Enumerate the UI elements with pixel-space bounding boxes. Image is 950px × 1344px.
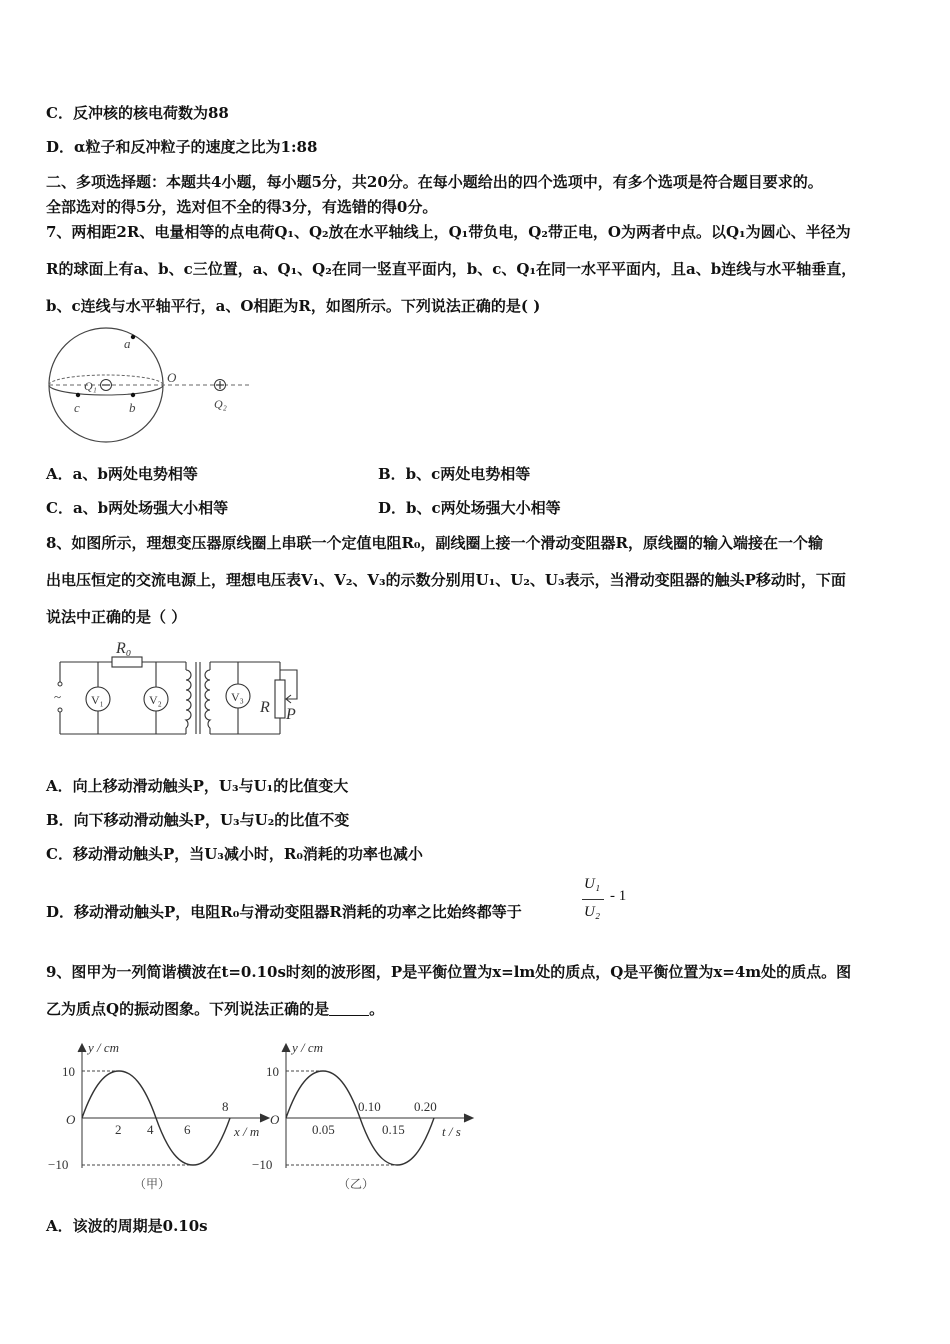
- y-axis-label: y / cm: [292, 1040, 324, 1055]
- q8-stem-line1: 8、如图所示，理想变压器原线圈上串联一个定值电阻R₀，副线圈上接一个滑动变阻器R，原线圈的输入端接在一个输: [46, 534, 823, 552]
- point-a: [131, 335, 135, 339]
- q9-option-a: A．该波的周期是0.10s: [46, 1217, 208, 1235]
- caption-jia: （甲）: [134, 1177, 171, 1191]
- r-label: R: [260, 699, 270, 716]
- primary-coil: [186, 670, 191, 728]
- q8-option-d: D．移动滑动触头P，电阻R₀与滑动变阻器R消耗的功率之比始终都等于: [46, 903, 522, 921]
- t-tick-005: 0.05: [312, 1122, 335, 1137]
- q8-stem-line2: 出电压恒定的交流电源上，理想电压表V₁、V₂、V₃的示数分别用U₁、U₂、U₃表示，当滑动变阻器的触头P移动时，下面: [46, 571, 846, 589]
- graph-wave-jia: [46, 1036, 276, 1198]
- x-axis-label: x / m: [234, 1124, 260, 1139]
- label-o: O: [167, 370, 177, 385]
- x-tick-6: 6: [184, 1122, 191, 1137]
- answer-blank: [329, 1001, 369, 1016]
- q7-option-b: B．b、c两处电势相等: [378, 465, 531, 483]
- label-q1: Q₁: [84, 379, 97, 393]
- q8-stem-line3: 说法中正确的是（ ）: [46, 608, 187, 626]
- q7-stem-line3: b、c连线与水平轴平行，a、O相距为R，如图所示。下列说法正确的是( ): [46, 297, 541, 315]
- prev-option-c: C．反冲核的核电荷数为88: [46, 104, 229, 122]
- t-tick-020: 0.20: [414, 1099, 437, 1114]
- fraction-denominator: U₂: [584, 904, 601, 920]
- v2-label: V₂: [149, 693, 162, 707]
- q7-option-c: C．a、b两处场强大小相等: [46, 499, 229, 517]
- t-tick-010: 0.10: [358, 1099, 381, 1114]
- point-b: [131, 393, 135, 397]
- caption-yi: （乙）: [338, 1177, 375, 1191]
- t-tick-015: 0.15: [382, 1122, 405, 1137]
- label-c: c: [74, 400, 80, 415]
- rheostat-r: [275, 680, 285, 718]
- section2-heading-line2: 全部选对的得5分，选对但不全的得3分，有选错的得0分。: [46, 198, 438, 216]
- r0-label: R₀: [116, 640, 132, 657]
- y-max-label: 10: [266, 1064, 279, 1079]
- q9-stem-line1: 9、图甲为一列简谐横波在t=0.10s时刻的波形图，P是平衡位置为x=lm处的质点，Q是平衡位置为x=4m处的质点。图: [46, 963, 852, 981]
- v3-label: V₃: [231, 690, 244, 704]
- t-axis-label: t / s: [442, 1124, 461, 1139]
- q8-option-a: A．向上移动滑动触头P，U₃与U₁的比值变大: [46, 777, 349, 795]
- q9-stem-line2-end: 。: [369, 1000, 385, 1018]
- label-q2: Q₂: [214, 397, 227, 411]
- q8-option-b: B．向下移动滑动触头P，U₃与U₂的比值不变: [46, 811, 350, 829]
- label-a: a: [124, 336, 131, 351]
- origin-label: O: [270, 1112, 280, 1127]
- fraction-numerator: U₁: [584, 876, 601, 892]
- q9-stem-line2: [46, 999, 910, 1019]
- q7-option-a: A．a、b两处电势相等: [46, 465, 198, 483]
- resistor-r0: [112, 657, 142, 667]
- y-max-label: 10: [62, 1064, 75, 1079]
- q7-option-d: D．b、c两处场强大小相等: [378, 499, 561, 517]
- q7-stem-line2: R的球面上有a、b、c三位置，a、Q₁、Q₂在同一竖直平面内，b、c、Q₁在同一水平平面内，且a、b连线与水平轴垂直，: [46, 260, 857, 278]
- q8-transformer-circuit: [46, 632, 316, 744]
- fraction-bar: [582, 899, 604, 900]
- ac-source-symbol: ~: [54, 689, 62, 704]
- point-c: [76, 393, 80, 397]
- label-b: b: [129, 400, 136, 415]
- origin-label: O: [66, 1112, 76, 1127]
- y-arrow: [78, 1044, 86, 1052]
- x-tick-8: 8: [222, 1099, 229, 1114]
- v1-label: V₁: [91, 693, 104, 707]
- y-min-label: −10: [48, 1157, 69, 1172]
- q7-sphere-figure: [40, 322, 270, 452]
- p-label: P: [286, 706, 296, 723]
- section2-heading-line1: 二、多项选择题：本题共4小题，每小题5分，共20分。在每小题给出的四个选项中，有多个选项是符合题目要求的。: [46, 173, 823, 191]
- secondary-coil: [205, 670, 210, 728]
- y-axis-label: y / cm: [88, 1040, 120, 1055]
- y-arrow: [282, 1044, 290, 1052]
- y-min-label: −10: [252, 1157, 273, 1172]
- x-tick-2: 2: [115, 1122, 122, 1137]
- fraction-tail: - 1: [610, 888, 627, 904]
- q9-stem-line2-text: 乙为质点Q的振动图象。下列说法正确的是: [46, 1000, 330, 1018]
- graph-vibration-yi: [250, 1036, 480, 1198]
- t-arrow: [464, 1114, 473, 1122]
- q8-option-c: C．移动滑动触头P，当U₃减小时，R₀消耗的功率也减小: [46, 845, 423, 863]
- source-terminal-bottom: [58, 708, 62, 712]
- source-terminal-top: [58, 682, 62, 686]
- x-tick-4: 4: [147, 1122, 154, 1137]
- q7-stem-line1: 7、两相距2R、电量相等的点电荷Q₁、Q₂放在水平轴线上，Q₁带负电，Q₂带正电，O为两者中点。以Q₁为圆心、半径为: [46, 223, 851, 241]
- prev-option-d: D．α粒子和反冲粒子的速度之比为1:88: [46, 138, 318, 156]
